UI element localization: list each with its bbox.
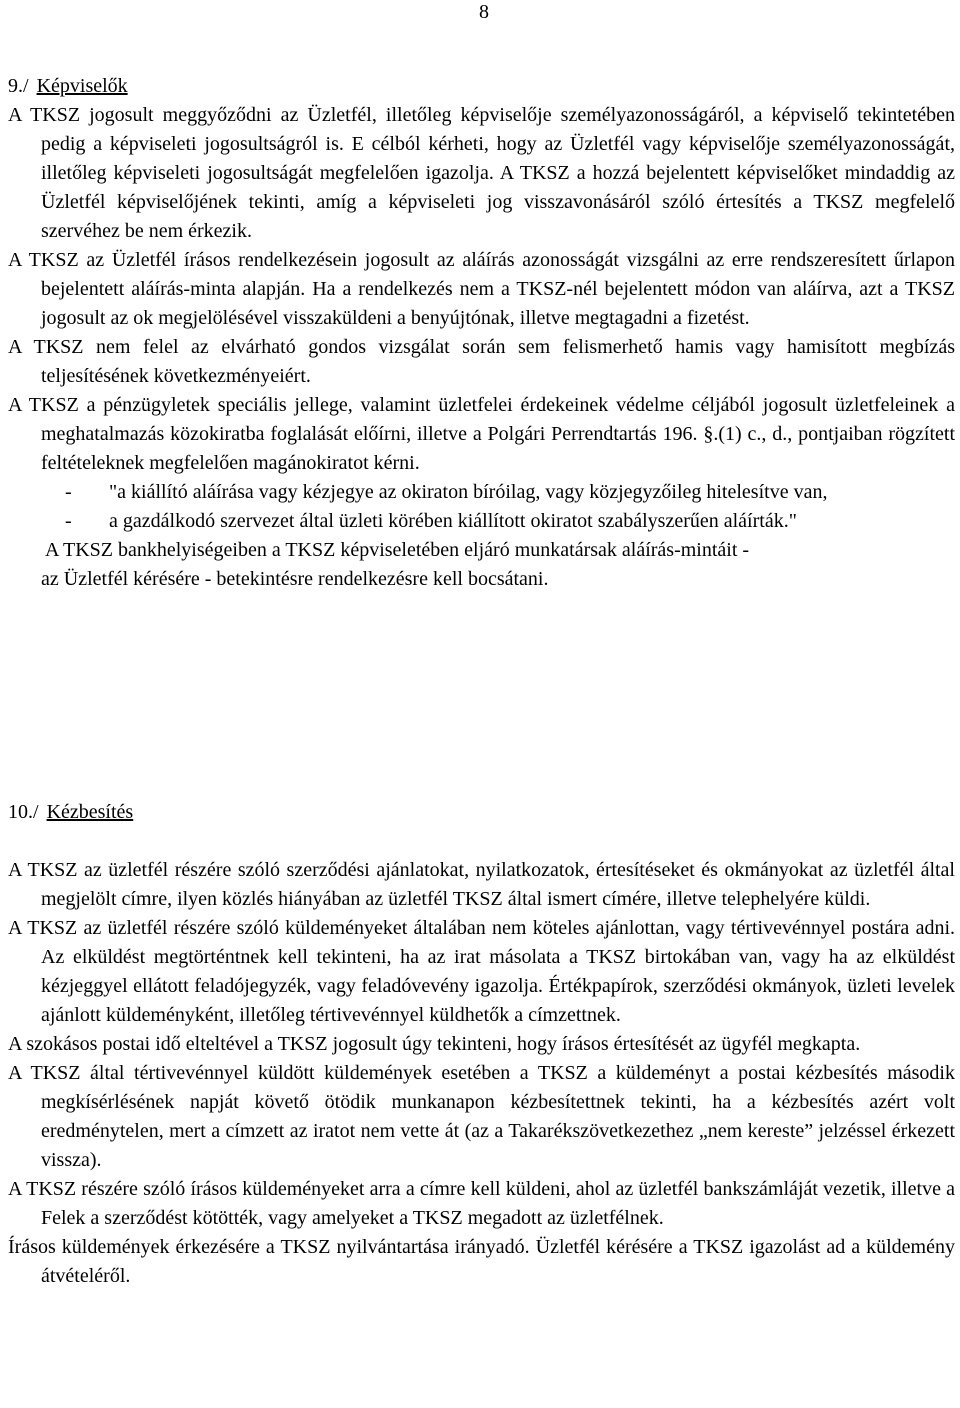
section-10-paragraph: Írásos küldemények érkezésére a TKSZ nyilvántartása irányadó. Üzletfél kérésére a TKSZ igazolást ad a küldemény átvételéről. (8, 1236, 955, 1287)
bullet-dash: - (65, 481, 72, 503)
section-9-bullet (8, 507, 955, 536)
section-9-bullet (8, 478, 955, 507)
section-9-title: Képviselők (36, 75, 128, 97)
section-9-paragraph: A TKSZ jogosult meggyőződni az Üzletfél, illetőleg képviselője személyazonosságáról, a képviselő tekintetében pedig a képviseleti jogosultságról is. E célból kérheti, hogy az Üzletfél vagy képviselője személyazonosságát, illetőleg képviseleti jogosultságát megfelelően igazolja. A TKSZ a hozzá bejelentett képviselőket mindaddig az Üzletfél képviselőjének tekinti, amíg a képviseleti jog visszavonásáról szóló értesítés a TKSZ megfelelő szervéhez be nem érkezik. (8, 104, 955, 242)
section-9-heading (8, 72, 128, 101)
section-9-closing-line: az Üzletfél kérésére - betekintésre rendelkezésre kell bocsátani. (41, 568, 549, 590)
section-10-title: Kézbesítés (46, 801, 134, 823)
section-9-paragraph: A TKSZ a pénzügyletek speciális jellege, valamint üzletfelei érdekeinek védelme céljából jogosult üzletfeleinek a meghatalmazás közokiratba foglalását előírni, illetve a Polgári Perrendtartás 196. §.(1) c., d., pontjaiban rögzített feltételeknek megfelelően magánokiratot kérni. (8, 394, 955, 474)
section-10-number: 10./ (8, 801, 39, 823)
section-9-paragraph: A TKSZ nem felel az elvárható gondos vizsgálat során sem felismerhető hamis vagy hamisított megbízás teljesítésének következményeiért. (8, 336, 955, 387)
section-9-body (8, 101, 955, 594)
section-10-paragraph: A TKSZ által tértivevénnyel küldött küldemények esetében a TKSZ a küldeményt a postai kézbesítés második megkísérlésének napját követő ötödik munkanapon kézbesítettnek tekinti, ha a kézbesítés azért volt eredménytelen, mert a címzett az iratot nem vette át (az a Takarékszövetkezethez „nem kereste” jelzéssel érkezett vissza). (8, 1062, 955, 1171)
section-10-paragraph: A szokásos postai idő elteltével a TKSZ jogosult úgy tekinteni, hogy írásos értesítését az ügyfél megkapta. (8, 1033, 861, 1055)
section-10-paragraph: A TKSZ az üzletfél részére szóló szerződési ajánlatokat, nyilatkozatok, értesítéseket és okmányokat az üzletfél által megjelölt címre, ilyen közlés hiányában az üzletfél TKSZ által ismert címére, illetve telephelyére küldi. (8, 859, 955, 910)
bullet-dash: - (65, 510, 72, 532)
section-9-closing-line: A TKSZ bankhelyiségeiben a TKSZ képviseletében eljáró munkatársak aláírás-mintáit - (45, 539, 750, 561)
section-10-paragraph: A TKSZ az üzletfél részére szóló küldeményeket általában nem köteles ajánlottan, vagy tértivevénnyel postára adni. Az elküldést megtörténtnek kell tekinteni, ha az irat másolata a TKSZ birtokában van, vagy ha az elküldést kézjeggyel ellátott feladójegyzék, vagy feladóvevény igazolja. Értékpapírok, szerződési okmányok, üzleti levelek ajánlott küldeményként, illetőleg tértivevénnyel küldhetők a címzettnek. (8, 917, 955, 1026)
section-9-paragraph: A TKSZ az Üzletfél írásos rendelkezésein jogosult az aláírás azonosságát vizsgálni az erre rendszeresített űrlapon bejelentett aláírás-minta alapján. Ha a rendelkezés nem a TKSZ-nél bejelentett módon van aláírva, azt a TKSZ jogosult az ok megjelölésével visszaküldeni a benyújtónak, illetve megtagadni a fizetést. (8, 249, 955, 329)
section-10-heading (8, 798, 133, 827)
section-10-paragraph: A TKSZ részére szóló írásos küldeményeket arra a címre kell küldeni, ahol az üzletfél bankszámláját vezetik, illetve a Felek a szerződést kötötték, vagy amelyeket a TKSZ megadott az üzletfélnek. (8, 1178, 955, 1229)
section-9-number: 9./ (8, 75, 29, 97)
page-number: 8 (479, 1, 489, 23)
section-10-body (8, 856, 955, 1291)
bullet-text: a gazdálkodó szervezet által üzleti körében kiállított okiratot szabályszerűen aláírták." (109, 510, 797, 532)
bullet-text: "a kiállító aláírása vagy kézjegye az okiraton bíróilag, vagy közjegyzőileg hitelesítve van, (109, 481, 828, 503)
